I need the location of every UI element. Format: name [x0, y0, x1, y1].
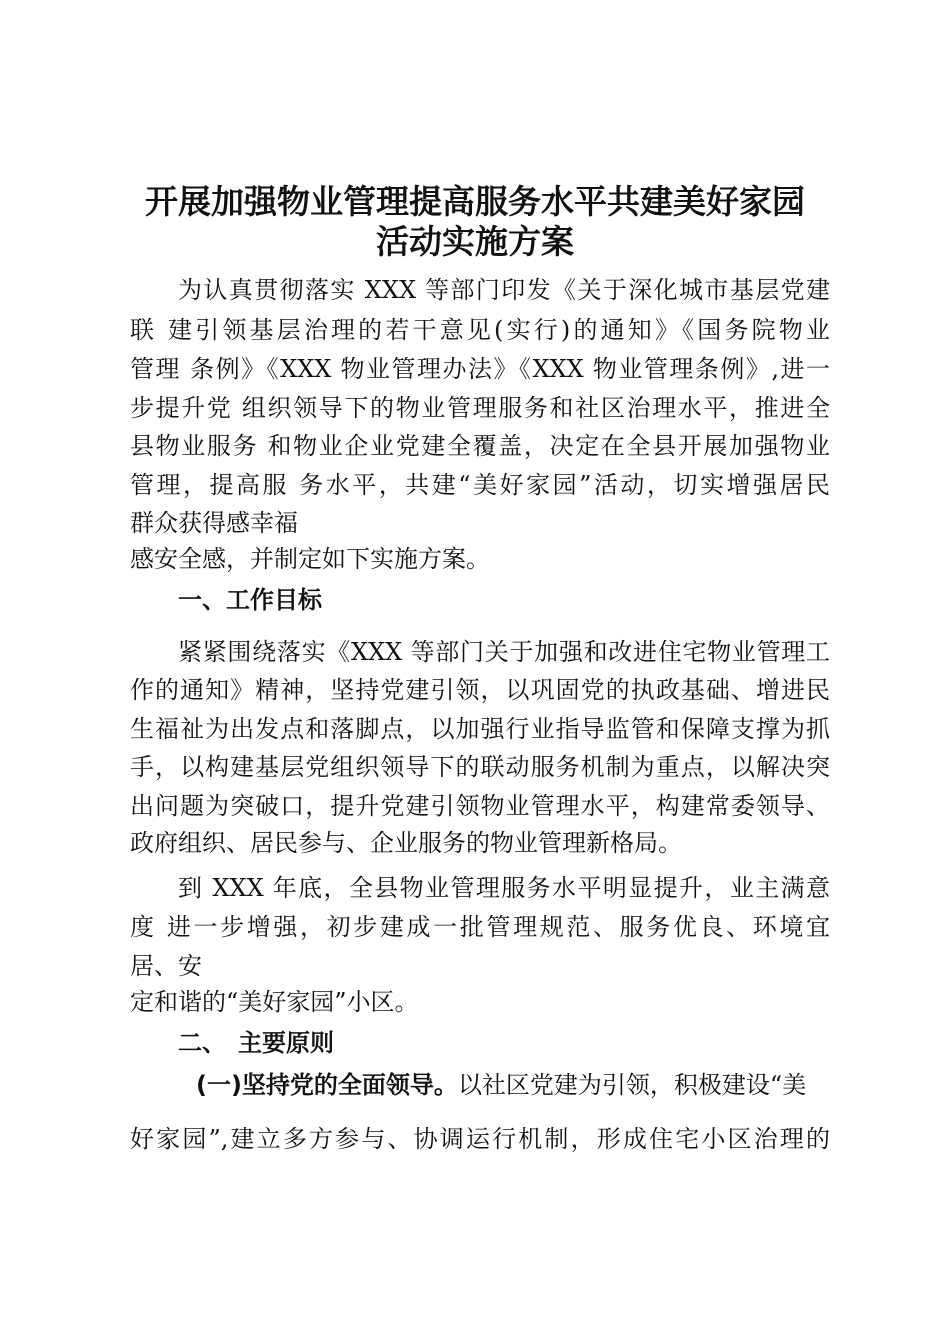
intro-line: 群众获得感幸福: [130, 509, 298, 537]
intro-line: 管理，提高服 务水平，共建“美好家园”活动，切实增强居民: [130, 471, 830, 499]
principle-1-line: 好家园”,建立多方参与、协调运行机制，形成住宅小区治理的: [130, 1125, 830, 1153]
principle-1-text: 以社区党建为引领，积极建设“美: [457, 1071, 807, 1099]
goals-paragraph-line: 定和谐的“美好家园”小区。: [130, 988, 419, 1016]
goals-paragraph-line: 紧紧围绕落实《XXX 等部门关于加强和改进住宅物业管理工: [178, 638, 830, 666]
goals-paragraph-line: 生福祉为出发点和落脚点，以加强行业指导监管和保障支撑为抓: [130, 715, 830, 743]
goals-paragraph-line: 手，以构建基层党组织领导下的联动服务机制为重点，以解决突: [130, 753, 830, 781]
section-heading-principles: 二、 主要原则: [178, 1029, 334, 1057]
intro-line: 为认真贯彻落实 XXX 等部门印发《关于深化城市基层党建: [178, 276, 830, 304]
document-title-line-2: 活动实施方案: [376, 222, 574, 261]
intro-line: 感安全感，并制定如下实施方案。: [130, 545, 490, 573]
document-title-line-1: 开展加强物业管理提高服务水平共建美好家园: [145, 182, 805, 221]
principle-1-line: [196, 1070, 830, 1100]
section-heading-goals: 一、工作目标: [178, 586, 322, 614]
intro-line: 联 建引领基层治理的若干意见(实行)的通知》《国务院物业: [130, 316, 830, 344]
goals-paragraph-line: 居、安: [130, 952, 202, 980]
goals-paragraph-line: 出问题为突破口，提升党建引领物业管理水平，构建常委领导、: [130, 792, 830, 820]
principle-1-label: (一)坚持党的全面领导。: [196, 1071, 458, 1099]
goals-paragraph-line: 度 进一步增强，初步建成一批管理规范、服务优良、环境宜: [130, 913, 830, 941]
goals-paragraph-line: 政府组织、居民参与、企业服务的物业管理新格局。: [130, 829, 682, 857]
intro-line: 县物业服务 和物业企业党建全覆盖，决定在全县开展加强物业: [130, 432, 830, 460]
intro-line: 步提升党 组织领导下的物业管理服务和社区治理水平，推进全: [130, 394, 830, 422]
goals-paragraph-line: 到 XXX 年底，全县物业管理服务水平明显提升，业主满意: [178, 874, 830, 902]
intro-line: 管理 条例》《XXX 物业管理办法》《XXX 物业管理条例》,进一: [130, 355, 830, 383]
goals-paragraph-line: 作的通知》精神，坚持党建引领，以巩固党的执政基础、增进民: [130, 676, 830, 704]
